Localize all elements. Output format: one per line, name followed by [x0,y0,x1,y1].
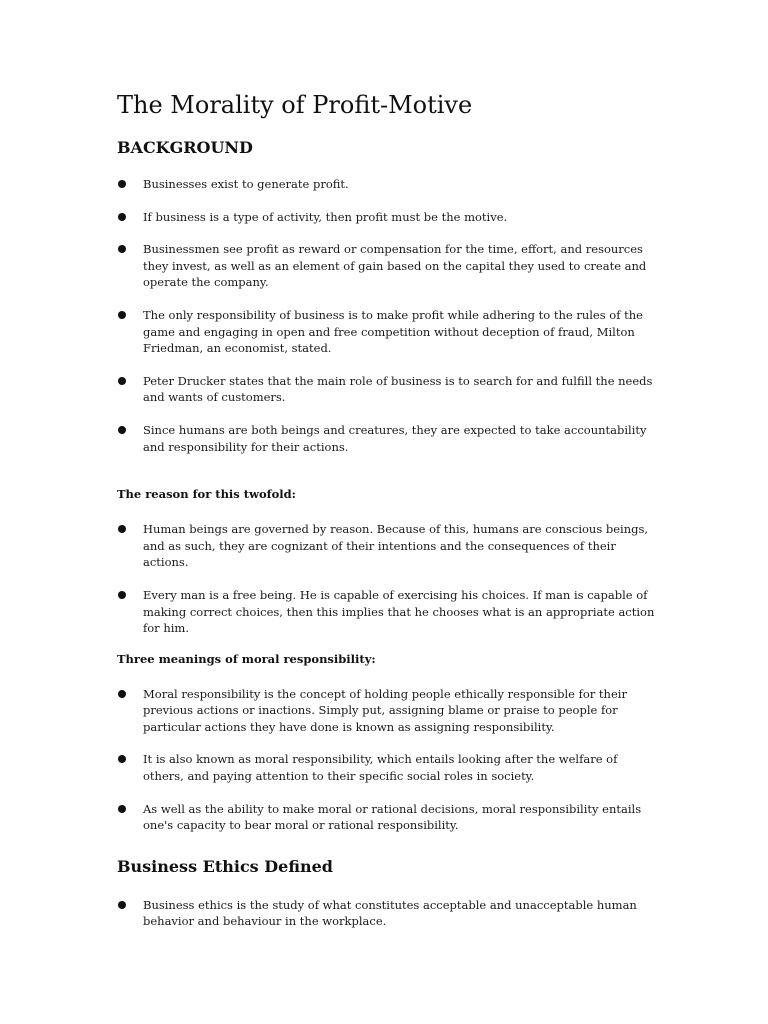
list-item-text: Business ethics is the study of what constitutes acceptable and unacceptable human behavior and behaviour in the workplace. [143,897,637,929]
bullet-icon [118,901,126,909]
section-heading-business-ethics: Business Ethics Defined [117,856,333,876]
reason-list [117,521,657,637]
list-item [117,209,657,226]
list-item-text: Human beings are governed by reason. Because of this, humans are conscious beings, and as such, they are cognizant of their intentions and the consequences of their actions. [143,522,649,570]
list-item [117,422,657,455]
bullet-icon [118,591,126,599]
bullet-icon [118,426,126,434]
bullet-icon [118,377,126,385]
bullet-icon [118,805,126,813]
list-item [117,801,657,834]
section-heading-background: BACKGROUND [117,138,253,157]
list-item-text: Every man is a free being. He is capable of exercising his choices. If man is capable of making correct choices, then this implies that he chooses what is an appropriate action for him. [143,587,655,636]
page-title: The Morality of Profit-Motive [117,91,473,119]
bullet-icon [118,245,126,253]
list-item [117,686,657,736]
list-item-text: It is also known as moral responsibility, which entails looking after the welfare of others, and paying attention to their specific social roles in society. [143,752,618,784]
subheading-three-meanings: Three meanings of moral responsibility: [117,651,376,666]
list-item-text: Moral responsibility is the concept of holding people ethically responsible for their previous actions or inactions. Simply put, assigning blame or praise to people for particular actions they have done is known as assigning responsibility. [143,686,627,734]
list-item [117,241,657,291]
bullet-icon [118,755,126,763]
bullet-icon [118,213,126,221]
list-item-text: The only responsibility of business is to make profit while adhering to the rules of the game and engaging in open and free competition without deception of fraud, Milton Friedman, an economist, stated. [143,307,643,356]
list-item [117,307,657,357]
list-item [117,587,657,637]
list-item [117,751,657,784]
list-item-text: Peter Drucker states that the main role of business is to search for and fulfill the needs and wants of customers. [143,373,653,405]
subheading-reason: The reason for this twofold: [117,487,296,502]
list-item [117,897,657,930]
list-item-text: Since humans are both beings and creatures, they are expected to take accountability and responsibility for their actions. [143,422,647,454]
list-item-text: Businesses exist to generate profit. [143,177,349,191]
list-item-text: Businessmen see profit as reward or compensation for the time, effort, and resources they invest, as well as an element of gain based on the capital they used to create and operate the company. [143,242,647,290]
bullet-icon [118,525,126,533]
background-list [117,176,657,455]
bullet-icon [118,311,126,319]
list-item-text: If business is a type of activity, then profit must be the motive. [143,209,508,224]
list-item [117,373,657,406]
bullet-icon [118,690,126,698]
list-item [117,176,657,193]
list-item-text: As well as the ability to make moral or rational decisions, moral responsibility entails one's capacity to bear moral or rational responsibility. [143,801,642,833]
three-meanings-list [117,686,657,834]
bullet-icon [118,180,126,188]
business-ethics-list [117,897,657,930]
list-item [117,521,657,571]
document-page [117,86,657,930]
